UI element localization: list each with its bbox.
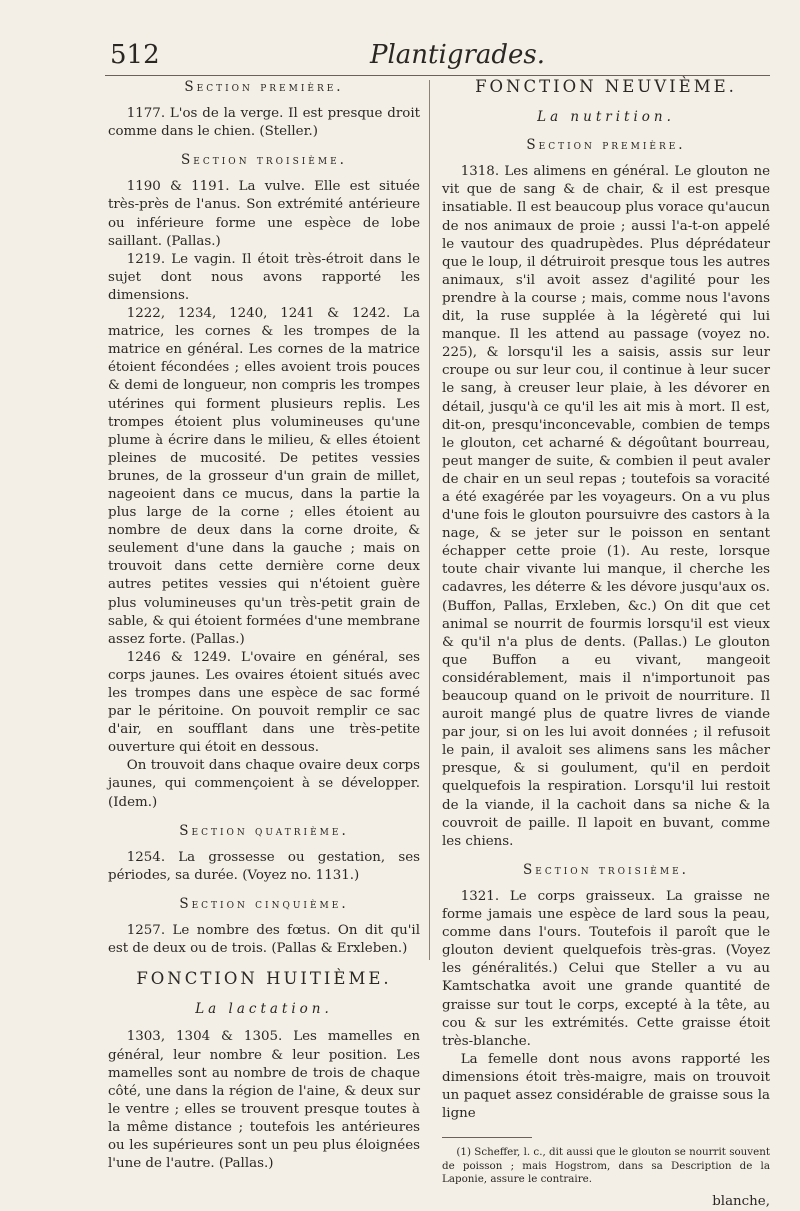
- fonction-heading: FONCTION NEUVIÈME.: [475, 77, 737, 96]
- paragraph: 1222, 1234, 1240, 1241 & 1242. La matrice, les cornes & les trompes de la matrice en général. Les cornes de la matrice étoient fécondées ; elles avoient trois pouces & demi de longueur, non compris les trompes utérines qui forment plusieurs replis. Les trompes étoient plus volumineuses qu'une plume à écrire dans le milieu, & elles étoient pleines de mucosité. De petites vessies brunes, de la grosseur d'un grain de millet, nageoient dans ce mucus, dans la partie la plus large de la corne ; elles étoient au nombre de deux dans la corne droite, & seulement d'une dans la gauche ; mais on trouvoit dans cette dernière corne deux autres petites vessies qui n'étoient guère plus volumineuses qu'un très-petit grain de sable, & qui étoient formées d'une membrane assez forte. (Pallas.): [108, 306, 420, 647]
- section-heading: Section première.: [526, 137, 686, 154]
- catchword: blanche,: [712, 1193, 770, 1209]
- subtitle: La lactation.: [195, 1001, 333, 1018]
- paragraph: 1318. Les alimens en général. Le glouton ne vit que de sang & de chair, & il est presque insatiable. Il est beaucoup plus vorace qu'aucun de nos animaux de proie ; aussi l'a-t-on appelé le vautour des quadrupèdes. Plus déprédateur que le loup, il détruiroit presque tous les autres animaux, s'il avoit assez d'agilité pour les prendre à la course ; mais, comme nous l'avons dit, la ruse supplée à la légèreté qui lui manque. Il les attend au passage (voyez no. 225), & lorsqu'il les a saisis, assis sur leur croupe ou sur leur cou, il continue à leur sucer le sang, à creuser leur plaie, à les dévorer en détail, jusqu'à ce qu'il les ait mis à mort. Il est, dit-on, presqu'inconcevable, combien de temps le glouton, cet acharné & dégoûtant bourreau, peut manger de suite, & combien il peut avaler de chair en un seul repas ; toutefois sa voracité a été exagérée par les voyageurs. On a vu plus d'une fois le glouton poursuivre des castors à la nage, & se jeter sur le poisson en sentant échapper cette proie (1). Au reste, lorsque toute chair vivante lui manque, il cherche les cadavres, les déterre & les dévore jusqu'aux os. (Buffon, Pallas, Erxleben, &c.) On dit que cet animal se nourrit de fourmis lorsqu'il est vieux & qu'il n'a plus de dents. (Pallas.) Le glouton que Buffon a eu vivant, mangeoit considérablement, mais il n'importunoit pas beaucoup quand on le privoit de nourriture. Il auroit mangé plus de quatre livres de viande par jour, si on les lui avoit données ; il refusoit le pain, il avaloit ses alimens sans les mâcher presque, & si goulument, qu'il en perdoit quelquefois la respiration. Lorsqu'il lui restoit de la viande, il la cachoit dans sa niche & la couvroit de paille. Il lapoit en buvant, comme les chiens.: [442, 164, 770, 849]
- section-heading: Section première.: [184, 79, 344, 95]
- paragraph: 1303, 1304 & 1305. Les mamelles en général, leur nombre & leur position. Les mamelles sont au nombre de trois de chaque côté, une dans la région de l'aine, & deux sur le ventre ; elles se trouvent presque toutes à la même distance ; toutefois les antérieures ou les supérieures sont un peu plus éloignées l'une de l'autre. (Pallas.): [108, 1029, 420, 1172]
- paragraph: 1177. L'os de la verge. Il est presque droit comme dans le chien. (Steller.): [108, 106, 420, 140]
- running-title: Plantigrades.: [370, 40, 546, 70]
- page-header: [110, 40, 770, 74]
- section-heading: Section troisième.: [523, 861, 689, 878]
- section-heading: Section troisième.: [181, 152, 347, 169]
- fonction-heading: FONCTION HUITIÈME.: [136, 969, 392, 989]
- paragraph: 1190 & 1191. La vulve. Elle est située très-près de l'anus. Son extrémité antérieure ou inférieure forme une espèce de lobe saillant. (Pallas.): [108, 179, 420, 249]
- subtitle: La nutrition.: [537, 109, 675, 126]
- page-number: 512: [110, 40, 160, 70]
- footnote-rule: [442, 1137, 532, 1138]
- section-heading: Section cinquième.: [179, 895, 349, 912]
- left-column: [108, 78, 420, 1173]
- column-divider: [429, 80, 430, 960]
- footnote: (1) Scheffer, l. c., dit aussi que le glouton se nourrit souvent de poisson ; mais Hogstrom, dans sa Description de la Laponie, assure le contraire.: [442, 1146, 770, 1186]
- paragraph: On trouvoit dans chaque ovaire deux corps jaunes, qui commençoient à se développer. (Idem.): [108, 758, 420, 810]
- right-column: [442, 78, 770, 1211]
- header-rule: [105, 75, 770, 76]
- paragraph: 1219. Le vagin. Il étoit très-étroit dans le sujet dont nous avons rapporté les dimensions.: [108, 251, 420, 303]
- section-heading: Section quatrième.: [179, 822, 349, 839]
- paragraph: La femelle dont nous avons rapporté les dimensions étoit très-maigre, mais on trouvoit un paquet assez considérable de graisse sous la ligne: [442, 1051, 770, 1122]
- paragraph: 1321. Le corps graisseux. La graisse ne forme jamais une espèce de lard sous la peau, comme dans l'ours. Toutefois il paroît que le glouton devient quelquefois très-gras. (Voyez les généralités.) Celui que Steller a vu au Kamtschatka avoit une grande quantité de graisse sur tout le corps, excepté à la tête, au cou & sur les extrémités. Cette graisse étoit très-blanche.: [442, 888, 770, 1049]
- paragraph: 1257. Le nombre des fœtus. On dit qu'il est de deux ou de trois. (Pallas & Erxleben.): [108, 923, 420, 957]
- paragraph: 1254. La grossesse ou gestation, ses périodes, sa durée. (Voyez no. 1131.): [108, 849, 420, 883]
- paragraph: 1246 & 1249. L'ovaire en général, ses corps jaunes. Les ovaires étoient situés avec les trompes dans une espèce de sac formé par le péritoine. On pouvoit remplir ce sac d'air, en soufflant dans une très-petite ouverture qui étoit en dessous.: [108, 649, 420, 756]
